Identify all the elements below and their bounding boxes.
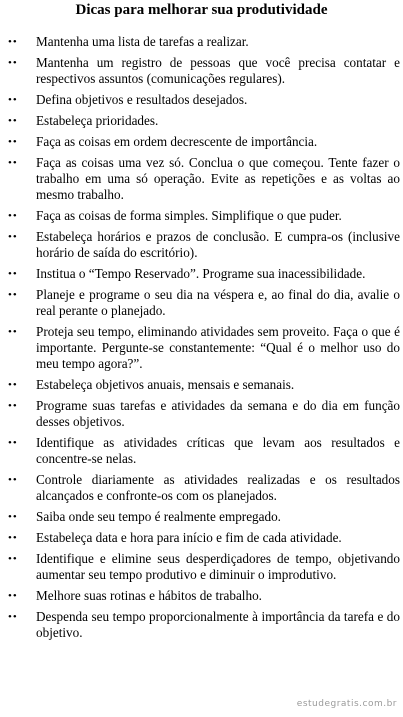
bullet-icon: •• — [8, 611, 18, 623]
tip-text: Faça as coisas uma vez só. Conclua o que começou. Tente fazer o trabalho em uma só operação. Evite as repetições e as voltas ao mesmo trabalho. — [36, 155, 400, 202]
tip-text: Estabeleça prioridades. — [36, 113, 159, 128]
tip-text: Planeje e programe o seu dia na véspera e, ao final do dia, avalie o real perante o planejado. — [36, 287, 400, 318]
tip-text: Identifique e elimine seus desperdiçadores de tempo, objetivando aumentar seu tempo produtivo e diminuir o improdutivo. — [36, 551, 400, 582]
tip-item — [8, 377, 400, 393]
tip-item — [8, 588, 400, 604]
tip-text: Institua o “Tempo Reservado”. Programe sua inacessibilidade. — [36, 266, 366, 281]
bullet-icon: •• — [8, 94, 18, 106]
tip-text: Faça as coisas em ordem decrescente de importância. — [36, 134, 318, 149]
tip-text: Mantenha um registro de pessoas que você precisa contatar e respectivos assuntos (comunicações regulares). — [36, 55, 400, 86]
tip-item — [8, 398, 400, 430]
tip-item — [8, 229, 400, 261]
tip-text: Mantenha uma lista de tarefas a realizar. — [36, 34, 249, 49]
bullet-icon: •• — [8, 57, 18, 69]
tip-text: Programe suas tarefas e atividades da semana e do dia em função desses objetivos. — [36, 398, 400, 429]
tip-text: Proteja seu tempo, eliminando atividades sem proveito. Faça o que é importante. Pergunte-se constantemente: “Qual é o melhor uso do meu tempo agora?”. — [36, 324, 400, 371]
bullet-icon: •• — [8, 511, 18, 523]
bullet-icon: •• — [8, 210, 18, 222]
bullet-icon: •• — [8, 115, 18, 127]
tip-item — [8, 530, 400, 546]
tip-item — [8, 55, 400, 87]
tip-item — [8, 266, 400, 282]
tip-item — [8, 609, 400, 641]
tip-item — [8, 509, 400, 525]
tip-item — [8, 208, 400, 224]
bullet-icon: •• — [8, 400, 18, 412]
tip-item — [8, 472, 400, 504]
tip-item — [8, 287, 400, 319]
tip-item — [8, 34, 400, 50]
bullet-icon: •• — [8, 379, 18, 391]
tip-item — [8, 134, 400, 150]
tip-text: Controle diariamente as atividades realizadas e os resultados alcançados e confronte-os com os planejados. — [36, 472, 400, 503]
tip-item — [8, 324, 400, 372]
tip-text: Melhore suas rotinas e hábitos de trabalho. — [36, 588, 262, 603]
page-title: Dicas para melhorar sua produtividade — [75, 2, 328, 18]
bullet-icon: •• — [8, 326, 18, 338]
bullet-icon: •• — [8, 474, 18, 486]
tip-item — [8, 435, 400, 467]
tip-text: Faça as coisas de forma simples. Simplifique o que puder. — [36, 208, 342, 223]
bullet-icon: •• — [8, 532, 18, 544]
tip-text: Despenda seu tempo proporcionalmente à importância da tarefa e do objetivo. — [36, 609, 400, 640]
tip-text: Defina objetivos e resultados desejados. — [36, 92, 248, 107]
site-credit: estudegratis.com.br — [296, 699, 397, 709]
bullet-icon: •• — [8, 231, 18, 243]
tip-item — [8, 113, 400, 129]
tip-text: Saiba onde seu tempo é realmente empregado. — [36, 509, 281, 524]
bullet-icon: •• — [8, 136, 18, 148]
bullet-icon: •• — [8, 157, 18, 169]
bullet-icon: •• — [8, 437, 18, 449]
tip-item — [8, 551, 400, 583]
tip-text: Estabeleça objetivos anuais, mensais e semanais. — [36, 377, 295, 392]
tip-text: Estabeleça data e hora para início e fim de cada atividade. — [36, 530, 342, 545]
bullet-icon: •• — [8, 289, 18, 301]
tip-item — [8, 92, 400, 108]
tip-item — [8, 155, 400, 203]
tip-text: Estabeleça horários e prazos de conclusão. E cumpra-os (inclusive horário de saída do escritório). — [36, 229, 400, 260]
bullet-icon: •• — [8, 590, 18, 602]
bullet-icon: •• — [8, 553, 18, 565]
bullet-icon: •• — [8, 36, 18, 48]
tips-list — [8, 34, 400, 646]
tip-text: Identifique as atividades críticas que levam aos resultados e concentre-se nelas. — [36, 435, 400, 466]
bullet-icon: •• — [8, 268, 18, 280]
